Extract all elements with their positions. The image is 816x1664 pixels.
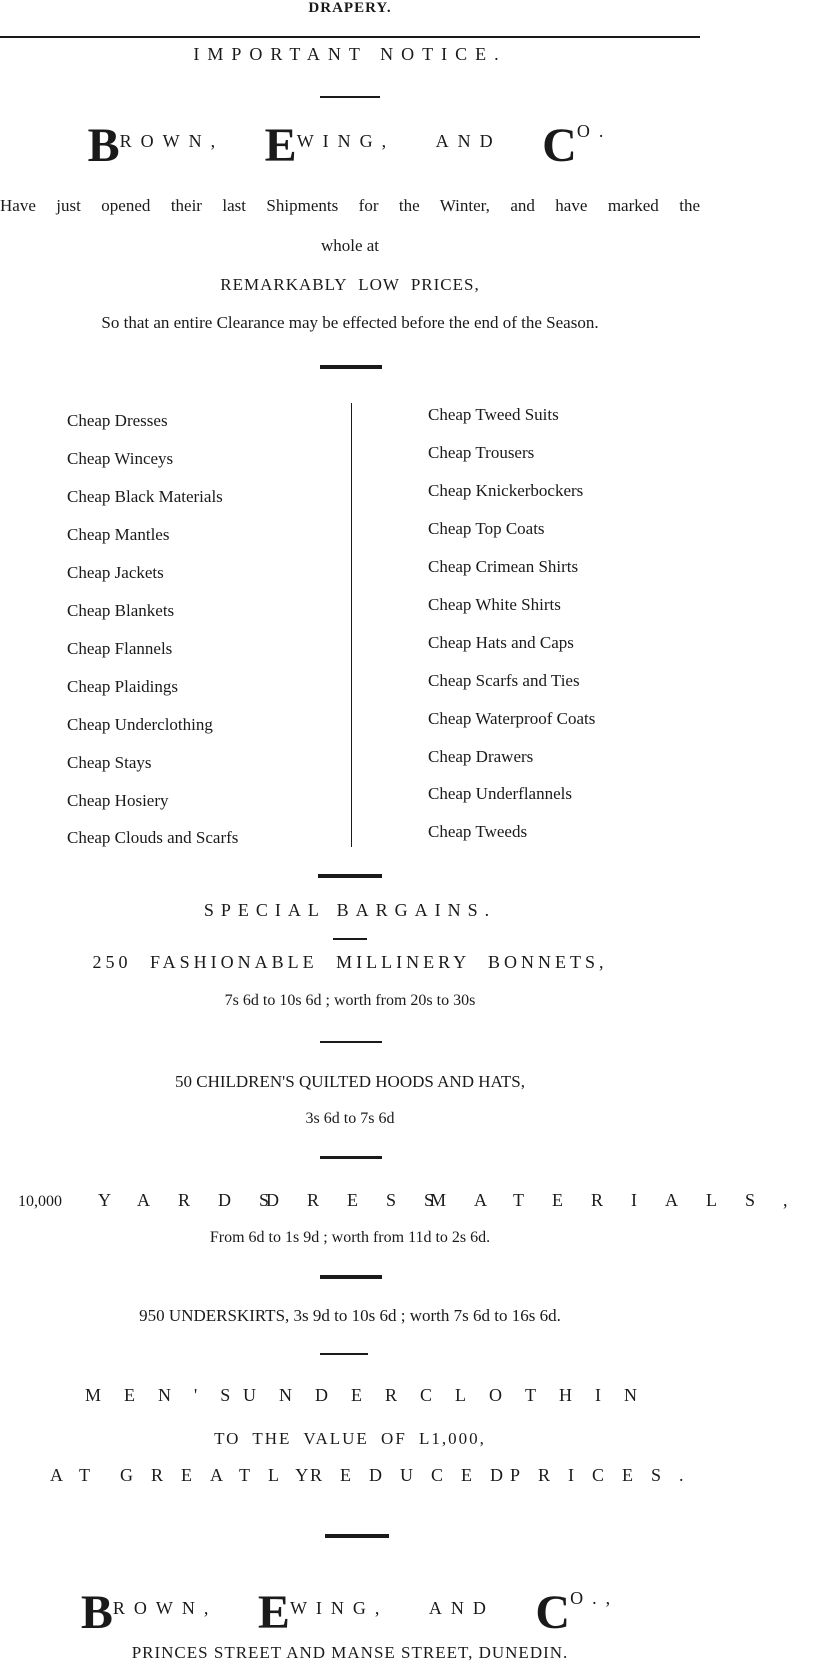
- value-line: TO THE VALUE OF L1,000,: [214, 1429, 486, 1448]
- goods-left-item: Cheap Clouds and Scarfs: [67, 828, 239, 847]
- low-prices-heading: REMARKABLY LOW PRICES,: [220, 275, 480, 294]
- yards-quantity: 10,000: [18, 1193, 62, 1210]
- company-name-top: BROWN, EWING, AND CO.: [87, 119, 613, 172]
- header-rule: [0, 36, 700, 38]
- clearance-text: So that an entire Clearance may be effected before the end of the Season.: [101, 313, 599, 332]
- goods-left-item: Cheap Stays: [67, 753, 152, 772]
- goods-left-item: Cheap Mantles: [67, 525, 170, 544]
- goods-right-item: Cheap Tweeds: [428, 822, 528, 841]
- bargains-title: SPECIAL BARGAINS.: [203, 900, 497, 920]
- goods-right-item: Cheap Scarfs and Ties: [428, 671, 580, 690]
- goods-left-item: Cheap Hosiery: [67, 791, 169, 810]
- address: PRINCES STREET AND MANSE STREET, DUNEDIN.: [131, 1643, 569, 1662]
- goods-left-item: Cheap Plaidings: [67, 677, 178, 696]
- hoods-price: 3s 6d to 7s 6d: [305, 1110, 395, 1127]
- intro-line-2: whole at: [320, 236, 380, 255]
- intro-line-1: Have just opened their last Shipments for the Winter, and have marked the: [0, 196, 700, 215]
- section-heading: DRAPERY.: [308, 0, 392, 16]
- divider: [320, 365, 382, 369]
- goods-left-item: Cheap Black Materials: [67, 487, 223, 506]
- divider: [333, 938, 367, 940]
- goods-right-item: Cheap Crimean Shirts: [428, 557, 579, 576]
- bonnets-price: 7s 6d to 10s 6d ; worth from 20s to 30s: [224, 992, 476, 1009]
- goods-right-item: Cheap Tweed Suits: [428, 405, 559, 424]
- divider: [320, 1156, 382, 1159]
- goods-right-item: Cheap White Shirts: [428, 595, 561, 614]
- underskirts-offer: 950 UNDERSKIRTS, 3s 9d to 10s 6d ; worth 7s 6d to 16s 6d.: [139, 1306, 561, 1325]
- goods-left-item: Cheap Flannels: [67, 639, 173, 658]
- hoods-offer: 50 CHILDREN'S QUILTED HOODS AND HATS,: [174, 1072, 525, 1091]
- goods-right-item: Cheap Trousers: [428, 443, 535, 462]
- goods-left-item: Cheap Underclothing: [67, 715, 213, 734]
- column-divider: [351, 403, 352, 847]
- goods-right-item: Cheap Hats and Caps: [428, 633, 574, 652]
- company-name-bottom: BROWN, EWING, AND CO.,: [80, 1586, 620, 1639]
- goods-left-item: Cheap Dresses: [67, 411, 168, 430]
- divider: [318, 874, 382, 878]
- goods-left-item: Cheap Blankets: [67, 601, 175, 620]
- yards-price: From 6d to 1s 9d ; worth from 11d to 2s 6d.: [209, 1229, 491, 1246]
- goods-right-item: Cheap Knickerbockers: [428, 481, 584, 500]
- divider: [325, 1534, 389, 1538]
- divider: [320, 1041, 382, 1043]
- divider: [320, 1275, 382, 1279]
- bonnets-offer: 250 FASHIONABLE MILLINERY BONNETS,: [92, 952, 608, 972]
- divider: [320, 96, 380, 98]
- goods-left-item: Cheap Jackets: [67, 563, 164, 582]
- divider: [320, 1353, 368, 1355]
- goods-right-item: Cheap Waterproof Coats: [428, 709, 596, 728]
- notice-title: IMPORTANT NOTICE.: [193, 44, 507, 64]
- goods-left-item: Cheap Winceys: [67, 449, 174, 468]
- goods-right-item: Cheap Drawers: [428, 747, 534, 766]
- goods-right-item: Cheap Underflannels: [428, 784, 572, 803]
- goods-right-item: Cheap Top Coats: [428, 519, 545, 538]
